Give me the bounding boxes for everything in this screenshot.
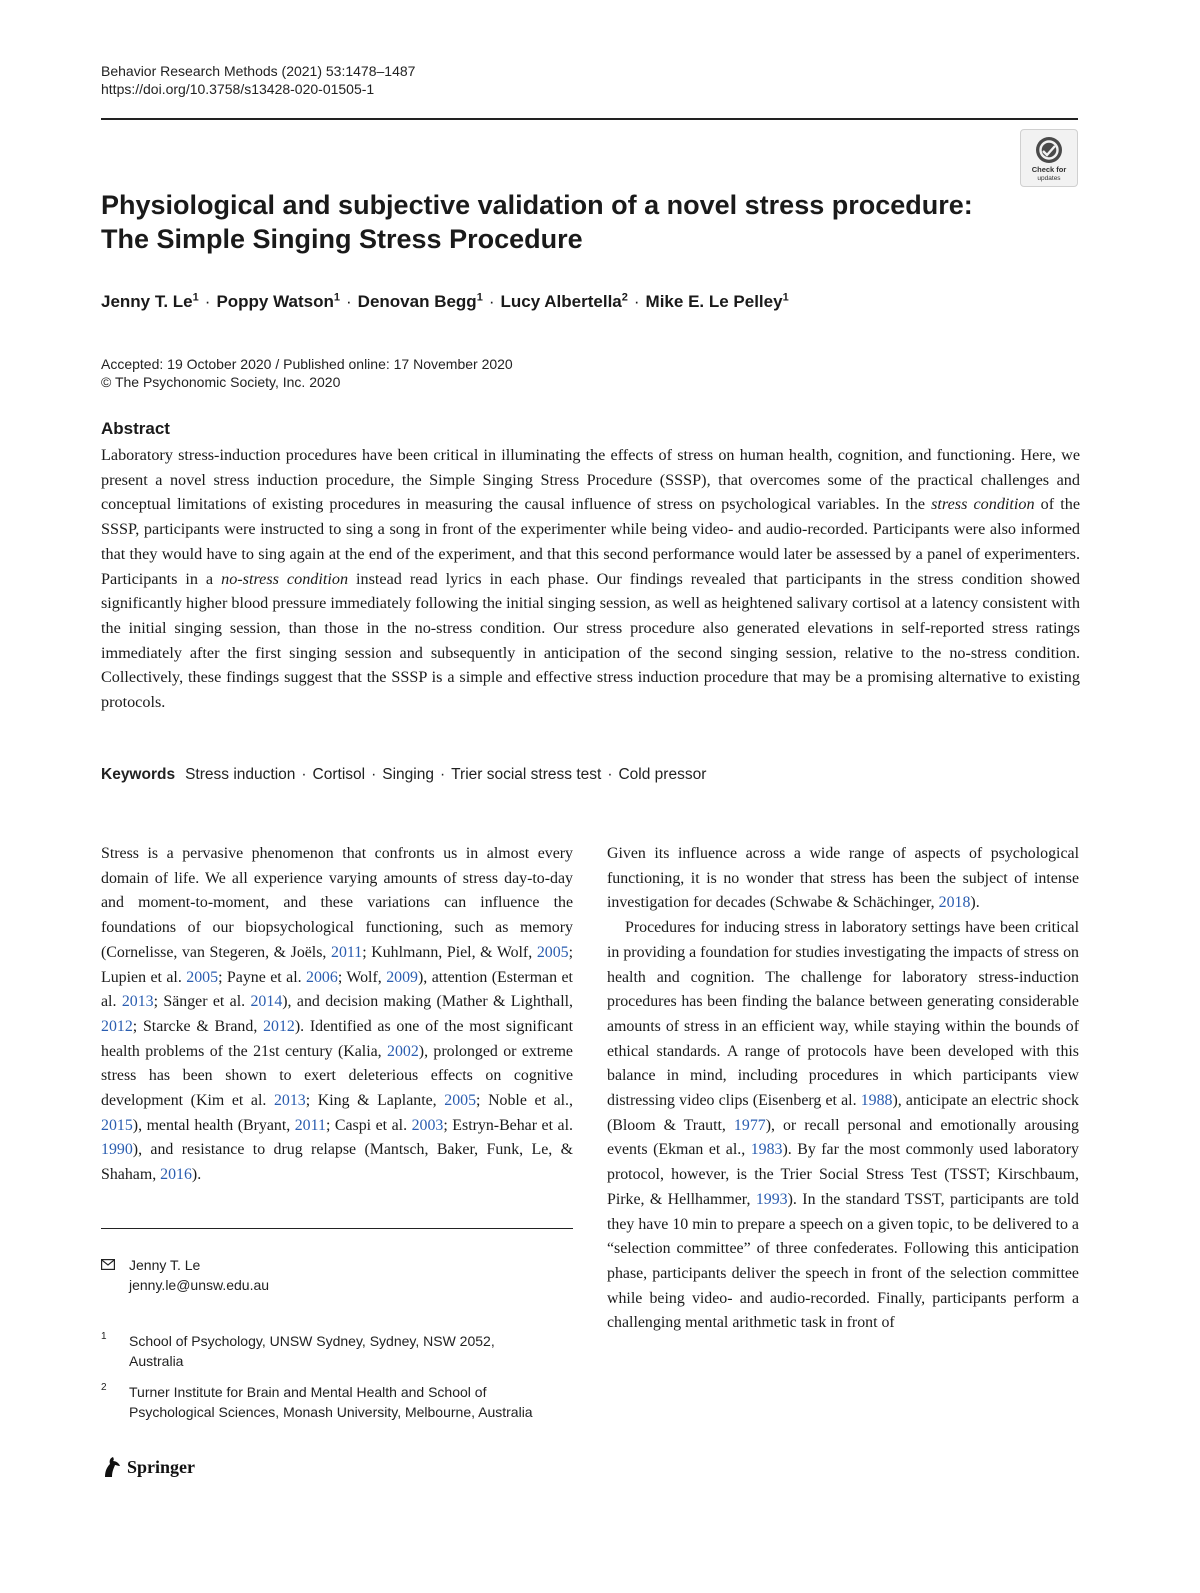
body-paragraph	[607, 916, 1079, 1336]
body-text: ; Sänger et al.	[153, 993, 251, 1011]
body-text: ; Estryn-Behar et al.	[443, 1116, 573, 1134]
citation-link[interactable]: 2005	[536, 943, 569, 961]
citation-link[interactable]: 2011	[331, 943, 363, 961]
body-text: ; Lupien et al.	[101, 943, 574, 986]
author-affiliation-mark: 1	[192, 291, 199, 304]
publisher-name: Springer	[127, 1457, 196, 1477]
citation-link[interactable]: 2012	[101, 1017, 133, 1035]
correspondence-email[interactable]: jenny.le@unsw.edu.au	[129, 1277, 270, 1293]
citation-link[interactable]: 2013	[121, 993, 154, 1011]
badge-line2: updates	[1037, 175, 1061, 182]
keyword-item: Singing	[382, 766, 434, 783]
citation-link[interactable]: 1988	[860, 1092, 893, 1110]
keywords	[101, 765, 706, 785]
citation-link[interactable]: 2014	[250, 993, 283, 1011]
author-separator: ·	[204, 292, 211, 311]
author-separator: ·	[346, 292, 352, 311]
keyword-item: Trier social stress test	[451, 766, 602, 783]
envelope-icon	[101, 1255, 129, 1275]
citation-link[interactable]: 2018	[938, 894, 971, 912]
citation-link[interactable]: 1983	[750, 1141, 783, 1159]
check-for-updates-icon	[1021, 130, 1077, 186]
affiliation-number: 2	[101, 1382, 107, 1393]
body-text: ), anticipate an electric shock (Bloom & Trautt,	[607, 1092, 1079, 1134]
body-text: ; Wolf,	[337, 968, 387, 986]
correspondence	[101, 1255, 269, 1295]
citation-link[interactable]: 1993	[755, 1190, 788, 1208]
author-name[interactable]: Denovan Begg	[357, 292, 477, 311]
affiliation-text: Australia	[129, 1353, 184, 1369]
citation-link[interactable]: 2005	[444, 1092, 477, 1110]
citation-link[interactable]: 1977	[733, 1116, 766, 1134]
body-text: ; Payne et al.	[218, 968, 307, 986]
affiliation-text: School of Psychology, UNSW Sydney, Sydney, NSW 2052,	[129, 1333, 495, 1349]
keyword-separator: ·	[607, 766, 613, 783]
author-list	[101, 290, 789, 314]
body-text: ), or recall personal and emotionally arousing events (Ekman et al.,	[607, 1116, 1079, 1159]
abstract-text: of the SSSP, participants were instructed to sing a song in front of the experimenter while being video- and audio-recorded. Participants were also informed that they would have to sing again at the end of the experiment, and that this second performance would later be assessed by a panel of experimenters. Participants in a	[101, 495, 1080, 588]
body-text: ).	[970, 894, 980, 912]
author-name[interactable]: Poppy Watson	[216, 292, 334, 311]
body-text: ; Kuhlmann, Piel, & Wolf,	[362, 943, 537, 961]
citation-link[interactable]: 2006	[306, 968, 338, 986]
paper-title	[101, 188, 1001, 256]
copyright-notice: © The Psychonomic Society, Inc. 2020	[101, 374, 341, 390]
body-paragraph	[607, 842, 1079, 916]
keyword-separator: ·	[371, 766, 377, 783]
citation-link[interactable]: 1990	[101, 1141, 133, 1159]
abstract-body	[101, 443, 1080, 715]
body-text: ), mental health (Bryant,	[132, 1116, 295, 1134]
body-text: Procedures for inducing stress in laboratory settings have been critical in providing a foundation for studies investigating the impacts of stress on health and cognition. The challenge for laboratory stress-induction procedures has been finding the balance between generating considerable amounts of stress in an efficient way, while staying within the bounds of ethical standards. A range of protocols have been developed with this balance in mind, including procedures in which participants view distressing video clips (Eisenberg et al.	[607, 919, 1079, 1110]
citation-link[interactable]: 2002	[387, 1042, 419, 1060]
body-text: ).	[191, 1166, 202, 1184]
citation-link[interactable]: 2013	[273, 1092, 306, 1110]
abstract-text: instead read lyrics in each phase. Our findings revealed that participants in the stress condition showed significantly higher blood pressure immediately following the initial singing session, as well as heightened salivary cortisol at a latency consistent with the initial singing session, than those in the no-stress condition. Our stress procedure also generated elevations in self-reported stress ratings immediately after the first singing session and subsequently in anticipation of the second singing session, relative to the no-stress condition. Collectively, these findings suggest that the SSSP is a simple and effective stress induction procedure that may be a promising alternative to existing protocols.	[101, 569, 1081, 712]
body-text: ), and decision making (Mather & Lighthall,	[282, 993, 574, 1011]
publisher-logo[interactable]	[101, 1455, 195, 1479]
check-for-updates-badge[interactable]	[1020, 129, 1078, 187]
abstract-emphasis: stress condition	[931, 495, 1035, 514]
affiliation-text: Turner Institute for Brain and Mental Health and School of	[129, 1384, 487, 1400]
body-text: Given its influence across a wide range of aspects of psychological functioning, it is no wonder that stress has been the subject of intense investigation for decades (Schwabe & Schächinger,	[607, 845, 1079, 912]
body-text: ). Identified as one of the most significant health problems of the 21st century (Kalia,	[101, 1017, 574, 1060]
citation-link[interactable]: 2011	[294, 1116, 326, 1134]
publication-dates: Accepted: 19 October 2020 / Published online: 17 November 2020	[101, 356, 513, 372]
journal-citation: Behavior Research Methods (2021) 53:1478–1487	[101, 63, 416, 79]
publication-meta	[101, 355, 513, 391]
title-line-2: The Simple Singing Stress Procedure	[101, 224, 583, 254]
keyword-item: Stress induction	[185, 766, 296, 783]
author-affiliation-mark: 2	[621, 291, 628, 304]
citation-link[interactable]: 2005	[186, 968, 219, 986]
footnote-rule	[101, 1228, 573, 1229]
affiliation-2	[101, 1382, 573, 1422]
springer-horse-icon	[101, 1455, 123, 1479]
body-column-left	[101, 842, 573, 1188]
affiliation-1	[101, 1331, 573, 1371]
citation-link[interactable]: 2015	[101, 1116, 133, 1134]
citation-link[interactable]: 2012	[263, 1017, 295, 1035]
title-line-1: Physiological and subjective validation of a novel stress procedure:	[101, 190, 973, 220]
keyword-item: Cortisol	[312, 766, 366, 783]
author-affiliation-mark: 1	[782, 291, 789, 304]
body-text: ), prolonged or extreme stress has been shown to exert deleterious effects on cognitive development (Kim et al.	[101, 1042, 573, 1110]
keyword-separator: ·	[301, 766, 307, 783]
correspondence-name: Jenny T. Le	[129, 1257, 201, 1273]
body-column-right	[607, 842, 1079, 1336]
citation-link[interactable]: 2009	[386, 968, 418, 986]
body-text: ). In the standard TSST, participants are told they have 10 min to prepare a speech on a given topic, to be delivered to a “selection committee” of three confederates. Following this anticipation phase, participants deliver the speech in front of the selection committee while being video- and audio-recorded. Finally, participants perform a challenging mental arithmetic task in front of	[607, 1190, 1079, 1332]
body-text: ). By far the most commonly used laboratory protocol, however, is the Trier Social Stress Test (TSST; Kirschbaum, Pirke, & Hellhammer,	[607, 1141, 1079, 1208]
affiliation-text: Psychological Sciences, Monash University, Melbourne, Australia	[129, 1404, 533, 1420]
body-text: ; Noble et al.,	[476, 1092, 573, 1110]
abstract-text: Laboratory stress-induction procedures have been critical in illuminating the effects of stress on human health, cognition, and functioning. Here, we present a novel stress induction procedure, the Simple Singing Stress Procedure (SSSP), that overcomes some of the practical challenges and conceptual limitations of existing procedures in measuring the causal influence of stress on psychological variables. In the	[101, 446, 1080, 514]
badge-line1: Check for	[1031, 165, 1067, 174]
author-affiliation-mark: 1	[476, 291, 483, 304]
author-separator: ·	[633, 292, 640, 311]
author-name[interactable]: Jenny T. Le	[101, 292, 193, 311]
keyword-item: Cold pressor	[618, 766, 707, 783]
intro-paragraph	[101, 842, 573, 1188]
body-text: ; Caspi et al.	[325, 1116, 412, 1134]
body-text: Stress is a pervasive phenomenon that confronts us in almost every domain of life. We all experience varying amounts of stress day-to-day and moment-to-moment, and these variations can influence the foundations of our biopsychological functioning, such as memory (Cornelisse, van Stegeren, & Joëls,	[101, 845, 573, 961]
author-name[interactable]: Lucy Albertella	[500, 292, 622, 311]
doi-link[interactable]: https://doi.org/10.3758/s13428-020-01505-1	[101, 81, 375, 97]
body-text: ; King & Laplante,	[305, 1092, 445, 1110]
journal-header	[101, 62, 415, 98]
body-text: ; Starcke & Brand,	[132, 1017, 264, 1035]
header-rule	[101, 118, 1078, 120]
affiliation-number: 1	[101, 1331, 107, 1342]
keywords-label: Keywords	[101, 766, 176, 783]
citation-link[interactable]: 2016	[160, 1166, 192, 1184]
keyword-separator: ·	[439, 766, 446, 783]
author-separator: ·	[488, 292, 495, 311]
author-name[interactable]: Mike E. Le Pelley	[645, 292, 783, 311]
correspondence-row	[101, 1255, 269, 1295]
author-affiliation-mark: 1	[333, 291, 340, 304]
citation-link[interactable]: 2003	[411, 1116, 444, 1134]
abstract-emphasis: no-stress condition	[221, 569, 349, 588]
abstract-heading: Abstract	[101, 419, 170, 438]
body-text: ), attention (Esterman et al.	[101, 968, 573, 1011]
body-text: ), and resistance to drug relapse (Mantsch, Baker, Funk, Le, & Shaham,	[101, 1141, 573, 1184]
